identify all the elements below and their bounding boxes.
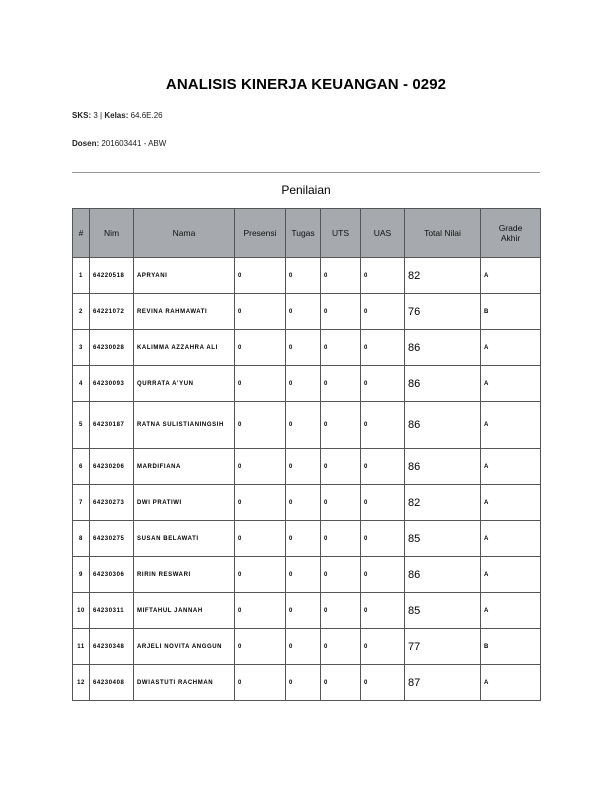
row-tugas: 0 xyxy=(286,593,321,629)
row-no: 7 xyxy=(73,485,90,521)
row-uas: 0 xyxy=(361,665,405,701)
row-no: 9 xyxy=(73,557,90,593)
row-grade: A xyxy=(481,593,541,629)
row-nama: MARDIFIANA xyxy=(134,449,235,485)
row-total: 86 xyxy=(405,449,481,485)
row-presensi: 0 xyxy=(235,593,286,629)
section-title: Penilaian xyxy=(281,183,331,197)
row-grade: A xyxy=(481,258,541,294)
lecturer-meta xyxy=(72,139,166,148)
row-uas: 0 xyxy=(361,593,405,629)
row-uas: 0 xyxy=(361,402,405,449)
row-total: 82 xyxy=(405,258,481,294)
row-presensi: 0 xyxy=(235,294,286,330)
row-tugas: 0 xyxy=(286,366,321,402)
table-row xyxy=(73,557,541,593)
row-uts: 0 xyxy=(321,557,361,593)
row-nim: 64230028 xyxy=(90,330,134,366)
row-no: 11 xyxy=(73,629,90,665)
row-uts: 0 xyxy=(321,258,361,294)
row-nim: 64230273 xyxy=(90,485,134,521)
row-total: 85 xyxy=(405,593,481,629)
row-grade: A xyxy=(481,521,541,557)
row-uas: 0 xyxy=(361,366,405,402)
row-presensi: 0 xyxy=(235,485,286,521)
row-total: 76 xyxy=(405,294,481,330)
row-total: 86 xyxy=(405,402,481,449)
row-no: 3 xyxy=(73,330,90,366)
table-row xyxy=(73,366,541,402)
row-grade: A xyxy=(481,366,541,402)
row-tugas: 0 xyxy=(286,294,321,330)
row-tugas: 0 xyxy=(286,485,321,521)
kelas-label: Kelas: xyxy=(104,111,129,120)
table-row xyxy=(73,629,541,665)
divider xyxy=(72,172,540,173)
row-no: 2 xyxy=(73,294,90,330)
row-tugas: 0 xyxy=(286,402,321,449)
row-total: 86 xyxy=(405,366,481,402)
row-grade: A xyxy=(481,557,541,593)
row-grade: A xyxy=(481,665,541,701)
row-total: 87 xyxy=(405,665,481,701)
dosen-value: 201603441 - ABW xyxy=(101,139,167,148)
row-presensi: 0 xyxy=(235,402,286,449)
kelas-value: 64.6E.26 xyxy=(130,111,163,120)
row-nim: 64230093 xyxy=(90,366,134,402)
table-row xyxy=(73,330,541,366)
col-presensi: Presensi xyxy=(235,209,286,258)
row-nim: 64230408 xyxy=(90,665,134,701)
row-tugas: 0 xyxy=(286,557,321,593)
row-no: 10 xyxy=(73,593,90,629)
row-nim: 64230348 xyxy=(90,629,134,665)
row-uas: 0 xyxy=(361,330,405,366)
row-nim: 64221072 xyxy=(90,294,134,330)
row-total: 77 xyxy=(405,629,481,665)
row-total: 86 xyxy=(405,330,481,366)
row-nama: APRYANI xyxy=(134,258,235,294)
col-no: # xyxy=(73,209,90,258)
row-nama: SUSAN BELAWATI xyxy=(134,521,235,557)
row-nama: DWIASTUTI RACHMAN xyxy=(134,665,235,701)
row-nama: RATNA SULISTIANINGSIH xyxy=(134,402,235,449)
course-meta xyxy=(72,111,163,120)
table-row xyxy=(73,258,541,294)
row-nim: 64230306 xyxy=(90,557,134,593)
row-tugas: 0 xyxy=(286,330,321,366)
row-nama: QURRATA A'YUN xyxy=(134,366,235,402)
row-presensi: 0 xyxy=(235,557,286,593)
row-no: 5 xyxy=(73,402,90,449)
row-uas: 0 xyxy=(361,521,405,557)
row-uas: 0 xyxy=(361,294,405,330)
table-row xyxy=(73,449,541,485)
row-nama: ARJELI NOVITA ANGGUN xyxy=(134,629,235,665)
row-uas: 0 xyxy=(361,485,405,521)
col-nama: Nama xyxy=(134,209,235,258)
row-presensi: 0 xyxy=(235,665,286,701)
row-presensi: 0 xyxy=(235,629,286,665)
row-uts: 0 xyxy=(321,485,361,521)
row-tugas: 0 xyxy=(286,521,321,557)
row-total: 86 xyxy=(405,557,481,593)
table-header xyxy=(73,209,541,258)
row-tugas: 0 xyxy=(286,629,321,665)
row-no: 8 xyxy=(73,521,90,557)
row-nama: DWI PRATIWI xyxy=(134,485,235,521)
table-row xyxy=(73,665,541,701)
row-total: 85 xyxy=(405,521,481,557)
table-row xyxy=(73,521,541,557)
grades-table xyxy=(72,208,541,701)
row-presensi: 0 xyxy=(235,366,286,402)
row-no: 6 xyxy=(73,449,90,485)
row-grade: B xyxy=(481,294,541,330)
row-presensi: 0 xyxy=(235,258,286,294)
row-uts: 0 xyxy=(321,330,361,366)
col-total: Total Nilai xyxy=(405,209,481,258)
table-row xyxy=(73,485,541,521)
row-uts: 0 xyxy=(321,593,361,629)
table-row xyxy=(73,294,541,330)
row-uts: 0 xyxy=(321,294,361,330)
page-title: ANALISIS KINERJA KEUANGAN - 0292 xyxy=(165,76,447,93)
row-tugas: 0 xyxy=(286,258,321,294)
row-grade: A xyxy=(481,402,541,449)
row-uas: 0 xyxy=(361,449,405,485)
sks-value: 3 | xyxy=(93,111,105,120)
row-grade: A xyxy=(481,485,541,521)
row-grade: A xyxy=(481,330,541,366)
row-nama: RIRIN RESWARI xyxy=(134,557,235,593)
row-uts: 0 xyxy=(321,521,361,557)
row-nama: KALIMMA AZZAHRA ALI xyxy=(134,330,235,366)
row-total: 82 xyxy=(405,485,481,521)
row-uts: 0 xyxy=(321,665,361,701)
row-presensi: 0 xyxy=(235,330,286,366)
col-tugas: Tugas xyxy=(286,209,321,258)
row-nim: 64220518 xyxy=(90,258,134,294)
dosen-label: Dosen: xyxy=(72,139,100,148)
row-tugas: 0 xyxy=(286,665,321,701)
row-no: 1 xyxy=(73,258,90,294)
col-grade: Grade Akhir xyxy=(481,209,541,258)
row-uas: 0 xyxy=(361,557,405,593)
sks-label: SKS: xyxy=(72,111,92,120)
row-grade: B xyxy=(481,629,541,665)
table-row xyxy=(73,402,541,449)
row-grade: A xyxy=(481,449,541,485)
row-nim: 64230187 xyxy=(90,402,134,449)
row-uts: 0 xyxy=(321,366,361,402)
row-no: 12 xyxy=(73,665,90,701)
row-nama: MIFTAHUL JANNAH xyxy=(134,593,235,629)
row-uts: 0 xyxy=(321,402,361,449)
row-uts: 0 xyxy=(321,629,361,665)
col-uas: UAS xyxy=(361,209,405,258)
row-tugas: 0 xyxy=(286,449,321,485)
col-nim: Nim xyxy=(90,209,134,258)
col-uts: UTS xyxy=(321,209,361,258)
row-uts: 0 xyxy=(321,449,361,485)
row-nim: 64230275 xyxy=(90,521,134,557)
row-uas: 0 xyxy=(361,258,405,294)
row-no: 4 xyxy=(73,366,90,402)
row-nim: 64230311 xyxy=(90,593,134,629)
row-presensi: 0 xyxy=(235,449,286,485)
row-uas: 0 xyxy=(361,629,405,665)
row-nim: 64230206 xyxy=(90,449,134,485)
row-presensi: 0 xyxy=(235,521,286,557)
row-nama: REVINA RAHMAWATI xyxy=(134,294,235,330)
table-row xyxy=(73,593,541,629)
